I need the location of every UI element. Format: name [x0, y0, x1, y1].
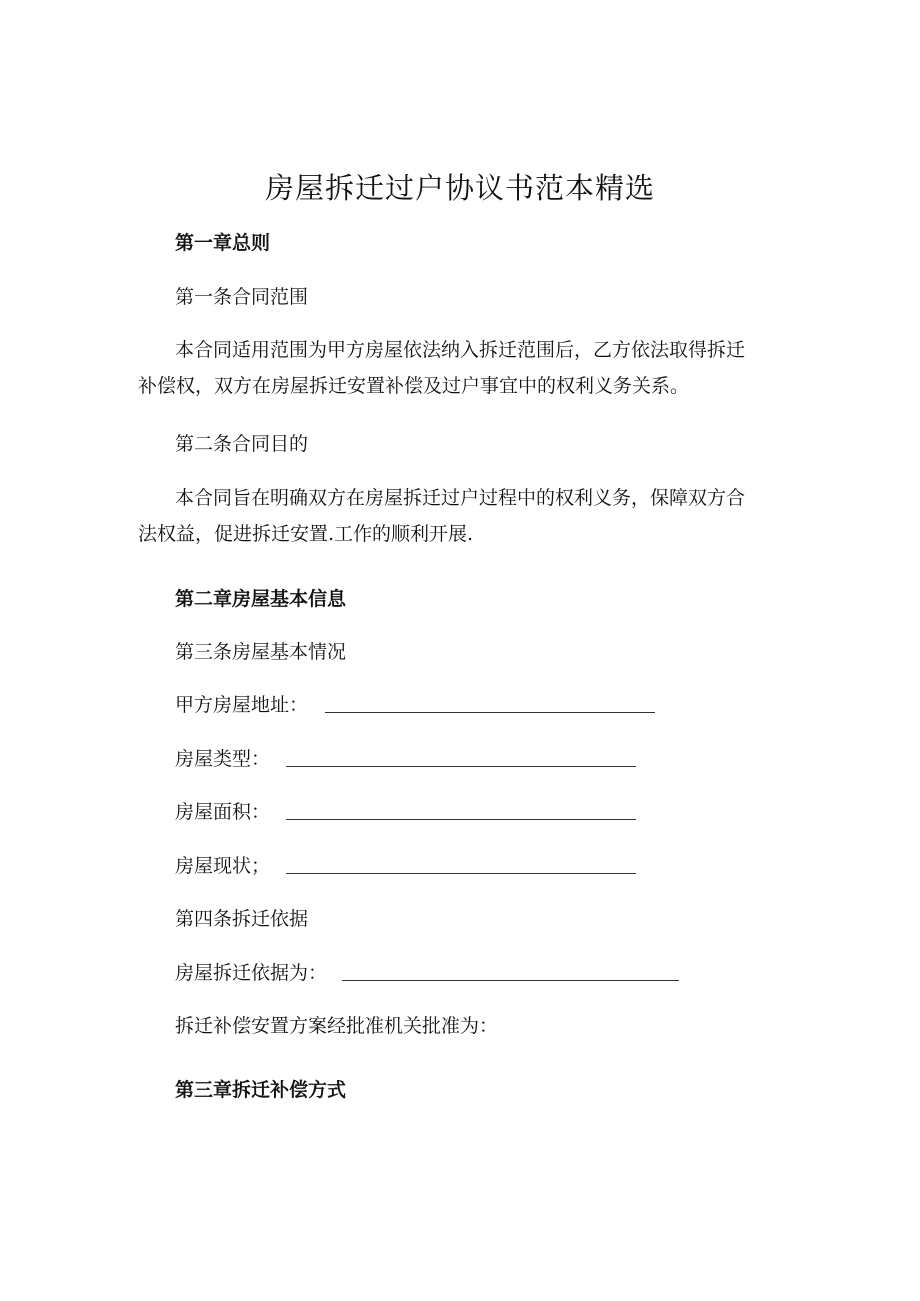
article-2-title: 第二条合同目的 [175, 433, 309, 455]
address-field-label: 甲方房屋地址： [175, 694, 309, 716]
chapter-2-heading: 第二章房屋基本信息 [175, 588, 347, 610]
article-1-title: 第一条合同范围 [175, 286, 309, 308]
status-field-label: 房屋现状； [175, 855, 271, 877]
area-field-label: 房屋面积： [175, 801, 271, 823]
article-2-paragraph [138, 486, 783, 546]
type-field-blank[interactable] [286, 766, 636, 767]
chapter-1-heading: 第一章总则 [175, 232, 271, 254]
basis-field-blank[interactable] [342, 980, 679, 981]
status-field-blank[interactable] [286, 873, 636, 874]
article-4-title: 第四条拆迁依据 [175, 908, 309, 930]
article-2-line-2: 法权益，促进拆迁安置.工作的顺利开展. [138, 523, 474, 545]
article-1-paragraph [138, 338, 783, 398]
address-field-blank[interactable] [325, 712, 655, 713]
basis-field-label: 房屋拆迁依据为： [175, 962, 328, 984]
article-1-line-1: 本合同适用范围为甲方房屋依法纳入拆迁范围后，乙方依法取得拆迁 [175, 339, 746, 361]
type-field-label: 房屋类型： [175, 748, 271, 770]
approval-text: 拆迁补偿安置方案经批准机关批准为： [175, 1015, 499, 1037]
article-2-line-1: 本合同旨在明确双方在房屋拆迁过户过程中的权利义务，保障双方合 [175, 487, 746, 509]
document-title: 房屋拆迁过户协议书范本精选 [264, 171, 655, 205]
chapter-3-heading: 第三章拆迁补偿方式 [175, 1079, 347, 1101]
article-3-title: 第三条房屋基本情况 [175, 641, 347, 663]
article-1-line-2: 补偿权，双方在房屋拆迁安置补偿及过户事宜中的权利义务关系。 [138, 375, 690, 397]
area-field-blank[interactable] [286, 819, 636, 820]
